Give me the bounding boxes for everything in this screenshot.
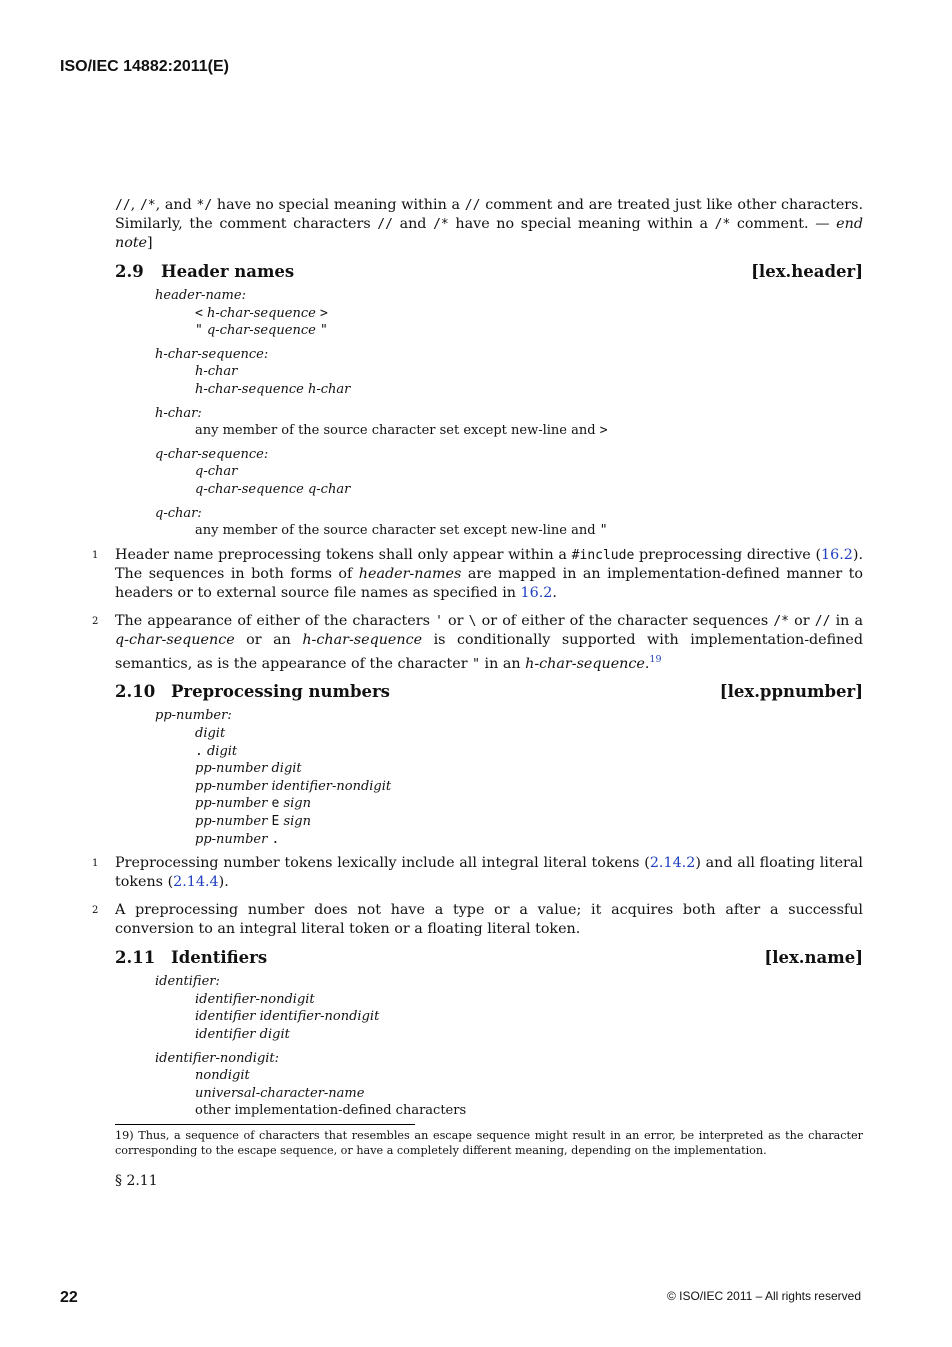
text: in a bbox=[830, 612, 864, 629]
section-ref: [lex.ppnumber] bbox=[719, 682, 863, 702]
cross-reference-link[interactable]: 16.2 bbox=[520, 584, 553, 601]
text: are mapped in an implementation-defined manner to headers or to external source file names as specified in bbox=[115, 565, 863, 601]
grammar-rule bbox=[155, 405, 863, 440]
code-token: " bbox=[319, 323, 328, 339]
text: . bbox=[644, 655, 650, 672]
text: . bbox=[552, 584, 557, 601]
grammar-symbol: pp-number bbox=[195, 796, 268, 812]
code-token: */ bbox=[196, 198, 213, 213]
grammar-nonterminal: q-char: bbox=[155, 505, 202, 521]
grammar-symbol: sign bbox=[283, 814, 311, 830]
grammar-nonterminal: h-char-sequence: bbox=[155, 346, 269, 362]
paragraph-2-10-2 bbox=[92, 901, 863, 939]
code-token: // bbox=[464, 198, 481, 213]
grammar-production: any member of the source character set except new-line and bbox=[195, 523, 600, 539]
code-token: ' bbox=[435, 613, 443, 629]
text: and bbox=[392, 216, 434, 232]
section-title: Header names bbox=[161, 262, 295, 281]
grammar-block bbox=[155, 973, 863, 1120]
grammar-nonterminal: pp-number: bbox=[155, 708, 232, 724]
code-token: /* bbox=[714, 217, 731, 232]
text: ). The sequences in both forms of bbox=[115, 546, 864, 582]
standard-header: ISO/IEC 14882:2011(E) bbox=[60, 58, 229, 75]
end-note-marker: — end note bbox=[115, 216, 863, 251]
grammar-block bbox=[155, 707, 863, 848]
code-token: E bbox=[271, 814, 280, 830]
footnote-reference[interactable]: 19 bbox=[649, 653, 662, 665]
text: , and bbox=[155, 197, 197, 213]
section-heading-2-9 bbox=[115, 262, 863, 281]
grammar-symbol: pp-number bbox=[195, 814, 268, 830]
text: have no special meaning within a bbox=[212, 197, 465, 213]
paragraph-number: 1 bbox=[92, 549, 99, 561]
section-title: Identifiers bbox=[171, 948, 268, 968]
code-token: > bbox=[599, 423, 608, 439]
grammar-production: any member of the source character set except new-line and bbox=[195, 423, 600, 439]
text: or of either of the character sequences bbox=[476, 612, 774, 629]
grammar-symbol: h-char-sequence bbox=[206, 305, 316, 321]
page-number: 22 bbox=[60, 1289, 78, 1306]
grammar-nonterminal: identifier-nondigit: bbox=[155, 1050, 280, 1066]
code-token: /* bbox=[773, 613, 790, 629]
grammar-symbol: pp-number bbox=[195, 831, 268, 847]
code-token: // bbox=[115, 198, 131, 213]
code-token: /* bbox=[433, 217, 449, 232]
text: ). bbox=[218, 874, 229, 891]
section-mark: § 2.11 bbox=[115, 1172, 158, 1189]
paragraph-2-9-1 bbox=[92, 546, 864, 603]
text: is conditionally supported with implementation-defined semantics, as is the appearance of the character bbox=[115, 631, 863, 672]
paragraph-number: 1 bbox=[92, 858, 99, 870]
code-token: . bbox=[271, 831, 280, 847]
text: Header name preprocessing tokens shall only appear within a bbox=[115, 546, 572, 563]
section-ref: [lex.name] bbox=[764, 948, 863, 968]
copyright-notice: © ISO/IEC 2011 – All rights reserved bbox=[666, 1289, 861, 1303]
section-heading-2-11 bbox=[115, 948, 863, 967]
grammar-nonterminal: q-char-sequence: bbox=[155, 446, 269, 462]
code-token: // bbox=[814, 613, 831, 629]
cross-reference-link[interactable]: 2.14.4 bbox=[173, 874, 219, 891]
end-note-paragraph bbox=[115, 196, 863, 253]
grammar-nonterminal: identifier: bbox=[155, 974, 220, 990]
code-token: #include bbox=[571, 547, 635, 563]
grammar-production: identifier-nondigit bbox=[195, 991, 315, 1007]
grammar-production: universal-character-name bbox=[195, 1085, 365, 1101]
footnote-text: Thus, a sequence of characters that resembles an escape sequence might result in an error, be interpreted as the character corresponding to the escape sequence, or have a completely different meaning, depending on the implementation. bbox=[115, 1128, 863, 1157]
grammar-block bbox=[155, 287, 863, 540]
text: A preprocessing number does not have a type or a value; it acquires both after a successful conversion to an integral literal token or a floating literal token. bbox=[115, 902, 863, 938]
term: header-names bbox=[358, 565, 462, 582]
paragraph-number: 2 bbox=[92, 615, 99, 627]
term: h-char-sequence bbox=[302, 631, 423, 648]
grammar-production: digit bbox=[195, 726, 226, 742]
text: or an bbox=[234, 631, 303, 648]
paragraph-number: 2 bbox=[92, 905, 99, 917]
text: preprocessing directive ( bbox=[634, 546, 822, 563]
code-token: " bbox=[195, 323, 203, 339]
grammar-rule bbox=[155, 1050, 863, 1120]
section-heading-2-10 bbox=[115, 682, 863, 701]
code-token: < bbox=[195, 305, 203, 321]
text: comment and are treated just like other characters. Similarly, the comment characters bbox=[115, 197, 863, 232]
text: comment. bbox=[730, 216, 816, 232]
text: or bbox=[442, 612, 469, 629]
code-token: > bbox=[319, 305, 328, 321]
grammar-rule bbox=[155, 287, 863, 340]
grammar-rule bbox=[155, 446, 863, 499]
grammar-production: h-char bbox=[195, 364, 238, 380]
grammar-rule bbox=[155, 973, 863, 1043]
grammar-symbol: q-char-sequence bbox=[206, 323, 316, 339]
grammar-production: h-char-sequence h-char bbox=[195, 381, 351, 397]
footnote-number: 19) bbox=[115, 1128, 134, 1142]
grammar-production: pp-number digit bbox=[195, 761, 302, 777]
code-token: " bbox=[472, 656, 480, 672]
grammar-nonterminal: header-name: bbox=[155, 288, 246, 303]
grammar-production: q-char bbox=[195, 464, 238, 480]
code-token: // bbox=[377, 217, 393, 232]
code-token: e bbox=[271, 796, 280, 812]
grammar-production: other implementation-defined characters bbox=[195, 1103, 467, 1119]
grammar-production: nondigit bbox=[195, 1068, 250, 1084]
section-number: 2.11 bbox=[115, 948, 156, 968]
text: , bbox=[130, 197, 140, 213]
code-token: \ bbox=[468, 613, 477, 629]
code-token: . bbox=[195, 743, 203, 759]
text: ) and all floating literal tokens ( bbox=[115, 855, 863, 891]
cross-reference-link[interactable]: 16.2 bbox=[821, 546, 853, 563]
grammar-production: identifier identifier-nondigit bbox=[195, 1009, 380, 1025]
text: Preprocessing number tokens lexically include all integral literal tokens ( bbox=[115, 855, 650, 872]
text: ] bbox=[147, 235, 153, 251]
cross-reference-link[interactable]: 2.14.2 bbox=[649, 855, 696, 872]
term: q-char-sequence bbox=[115, 631, 235, 648]
section-number: 2.9 bbox=[115, 262, 144, 281]
page-content bbox=[92, 196, 864, 1191]
code-token: /* bbox=[139, 198, 156, 213]
grammar-rule bbox=[155, 346, 863, 399]
grammar-nonterminal: h-char: bbox=[155, 405, 202, 421]
section-number: 2.10 bbox=[115, 682, 156, 702]
grammar-symbol: sign bbox=[283, 796, 311, 812]
grammar-symbol: digit bbox=[206, 743, 238, 759]
footnote-19 bbox=[115, 1128, 863, 1158]
grammar-rule bbox=[155, 707, 863, 848]
grammar-production: identifier digit bbox=[195, 1027, 290, 1043]
text: or bbox=[789, 612, 815, 629]
grammar-production: q-char-sequence q-char bbox=[195, 481, 351, 497]
paragraph-2-9-2 bbox=[92, 612, 864, 674]
section-title: Preprocessing numbers bbox=[171, 682, 390, 702]
grammar-rule bbox=[155, 505, 863, 540]
paragraph-2-10-1 bbox=[92, 854, 863, 892]
section-ref: [lex.header] bbox=[751, 262, 863, 281]
text: have no special meaning within a bbox=[448, 216, 715, 232]
term: h-char-sequence bbox=[525, 655, 645, 672]
grammar-production: pp-number identifier-nondigit bbox=[195, 778, 392, 794]
footnote-divider bbox=[115, 1124, 415, 1125]
code-token: " bbox=[599, 523, 608, 539]
text: The appearance of either of the characters bbox=[115, 612, 436, 629]
text: in an bbox=[479, 655, 526, 672]
